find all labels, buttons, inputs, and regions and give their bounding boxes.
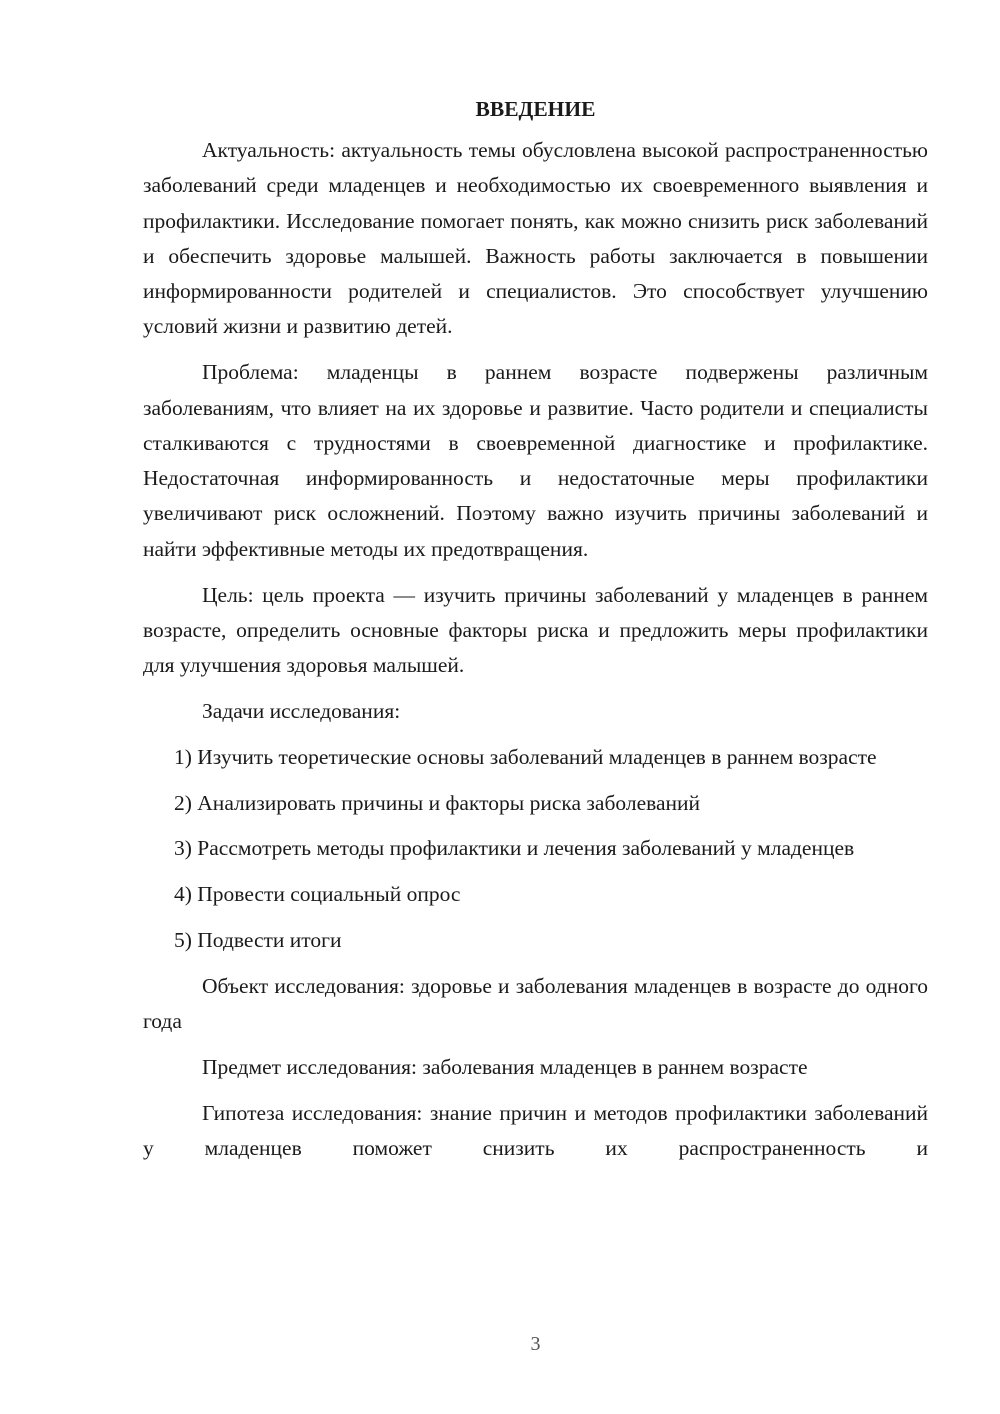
paragraph-problem: Проблема: младенцы в раннем возрасте подвержены различным заболеваниям, что влияет на их здоровье и развитие. Часто родители и специалисты сталкиваются с трудностями в своевременной диагностике и профилактике. Недостаточная информированность и недостаточные меры профилактики увеличивают риск осложнений. Поэтому важно изучить причины заболеваний и найти эффективные методы их предотвращения.	[143, 360, 928, 561]
paragraph-hypothesis: Гипотеза исследования: знание причин и методов профилактики заболеваний у младенцев поможет снизить их распространенность и	[143, 1100, 928, 1160]
task-item-1: 1) Изучить теоретические основы заболеваний младенцев в раннем возрасте	[174, 744, 877, 769]
paragraph-tasks-heading: Задачи исследования:	[202, 698, 401, 723]
page-number: 3	[530, 1333, 541, 1355]
task-item-3: 3) Рассмотреть методы профилактики и лечения заболеваний у младенцев	[174, 836, 855, 861]
paragraph-goal: Цель: цель проекта — изучить причины заболеваний у младенцев в раннем возрасте, определить основные факторы риска и предложить меры профилактики для улучшения здоровья малышей.	[143, 582, 928, 678]
paragraph-relevance: Актуальность: актуальность темы обусловлена высокой распространенностью заболеваний среди младенцев и необходимостью их своевременного выявления и профилактики. Исследование помогает понять, как можно снизить риск заболеваний и обеспечить здоровье малышей. Важность работы заключается в повышении информированности родителей и специалистов. Это способствует улучшению условий жизни и развитию детей.	[143, 138, 928, 339]
task-item-5: 5) Подвести итоги	[174, 927, 342, 952]
paragraph-subject: Предмет исследования: заболевания младенцев в раннем возрасте	[202, 1054, 808, 1079]
paragraph-object: Объект исследования: здоровье и заболевания младенцев в возрасте до одного года	[143, 973, 928, 1034]
task-item-4: 4) Провести социальный опрос	[174, 882, 461, 907]
page-title: ВВЕДЕНИЕ	[475, 97, 596, 121]
document-page	[143, 92, 928, 1177]
task-item-2: 2) Анализировать причины и факторы риска заболеваний	[174, 790, 701, 815]
